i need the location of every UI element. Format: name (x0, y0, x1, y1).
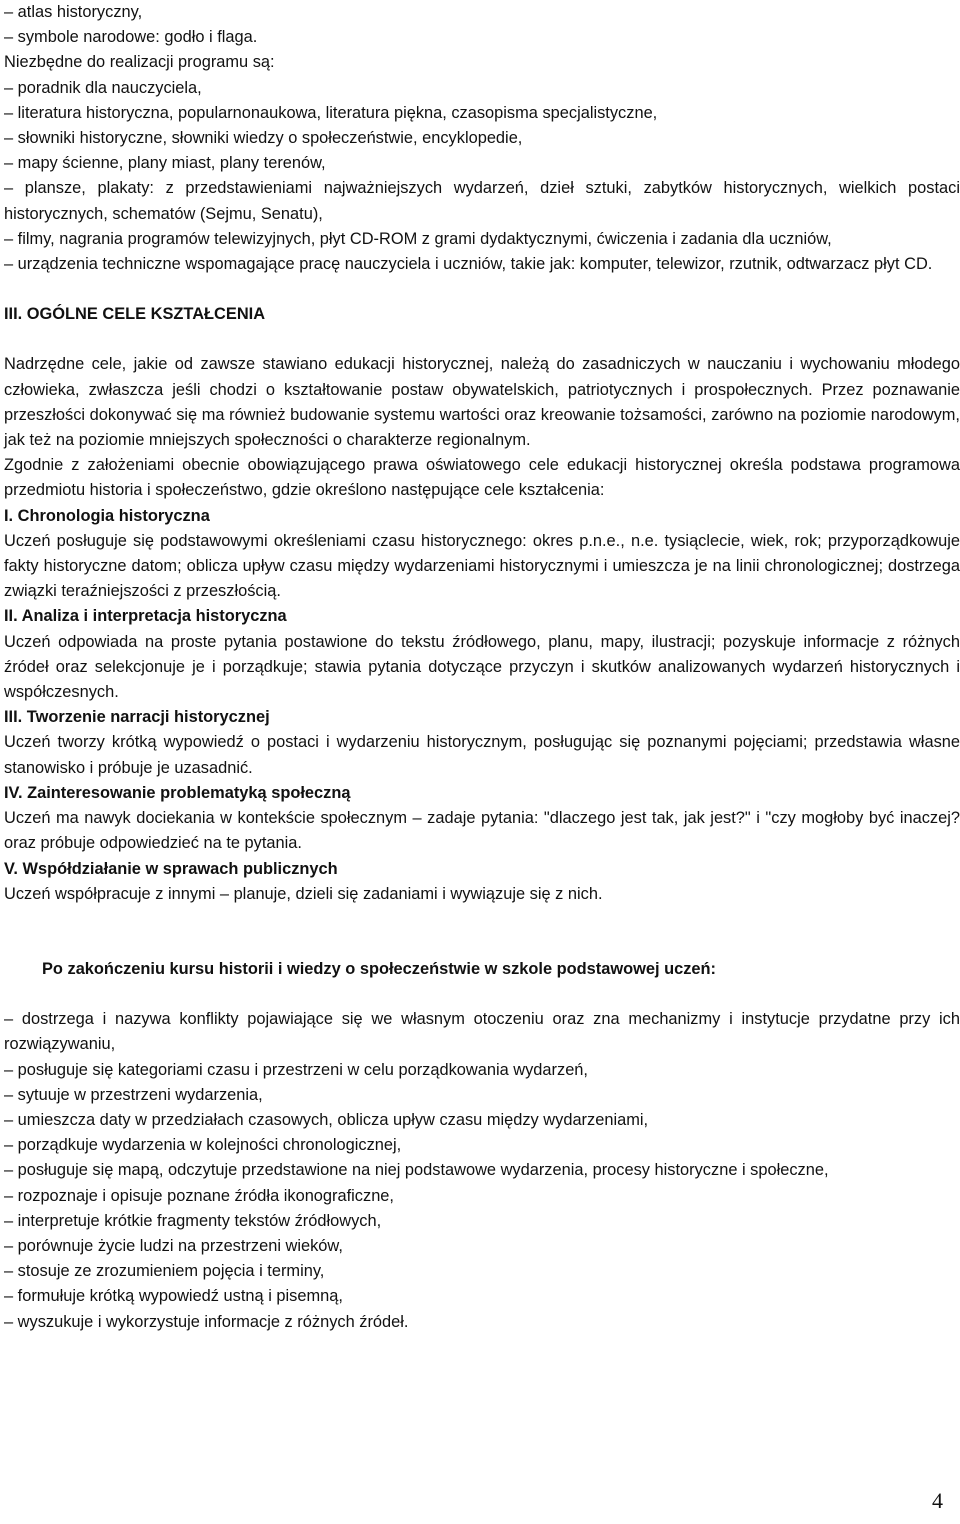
course-outcome: – wyszukuje i wykorzystuje informacje z różnych źródeł. (4, 1312, 409, 1331)
course-outcome: – porządkuje wydarzenia w kolejności chronologicznej, (4, 1136, 402, 1155)
intro-item-symbols: – symbole narodowe: godło i flaga. (4, 28, 258, 47)
goal-text: Uczeń współpracuje z innymi – planuje, dzieli się zadaniami i wywiązuje się z nich. (4, 884, 603, 903)
spacer (4, 327, 960, 352)
material-item: – słowniki historyczne, słowniki wiedzy o społeczeństwie, encyklopedie, (4, 129, 523, 148)
course-outcome: – formułuje krótką wypowiedź ustną i pisemną, (4, 1287, 343, 1306)
material-item: – poradnik dla nauczyciela, (4, 78, 202, 97)
section-paragraph: Nadrzędne cele, jakie od zawsze stawiano edukacji historycznej, należą do zasadniczych w nauczaniu i wychowaniu młodego człowieka, zwłaszcza jeśli chodzi o kształtowanie postaw obywatelskich, patriotycznych i prospołecznych. Przez poznawanie przeszłości dokonywać się ma również budowanie systemu wartości oraz kreowanie tożsamości, zarówno na poziomie narodowym, jak też na poziomie mniejszych społeczności o charakterze regionalnym. (4, 355, 960, 450)
course-outcome: – porównuje życie ludzi na przestrzeni wieków, (4, 1236, 343, 1255)
goal-text: Uczeń tworzy krótką wypowiedź o postaci i wydarzeniu historycznym, posługując się poznanymi pojęciami; przedstawia własne stanowisko i próbuje je uzasadnić. (4, 733, 960, 777)
section-title: III. OGÓLNE CELE KSZTAŁCENIA (4, 305, 266, 324)
spacer (4, 982, 960, 1007)
goal-heading: V. Współdziałanie w sprawach publicznych (4, 859, 338, 878)
material-item: – plansze, plakaty: z przedstawieniami najważniejszych wydarzeń, dzieł sztuki, zabytków historycznych, wielkich postaci historycznych, schematów (Sejmu, Senatu), (4, 179, 960, 223)
course-heading: Po zakończeniu kursu historii i wiedzy o społeczeństwie w szkole podstawowej uczeń: (42, 959, 716, 978)
section-paragraph: Zgodnie z założeniami obecnie obowiązującego prawa oświatowego cele edukacji historycznej określa podstawa programowa przedmiotu historia i społeczeństwo, gdzie określono następujące cele kształcenia: (4, 456, 960, 500)
course-outcome: – umieszcza daty w przedziałach czasowych, oblicza upływ czasu między wydarzeniami, (4, 1110, 649, 1129)
page-number: 4 (932, 1488, 943, 1513)
goal-text: Uczeń posługuje się podstawowymi określeniami czasu historycznego: okres p.n.e., n.e. tysiąclecie, wiek, rok; przyporządkowuje fakty historyczne datom; oblicza upływ czasu między wydarzeniami historycznymi i umieszcza je na linii chronologicznej; dostrzega związki teraźniejszości z przeszłością. (4, 531, 960, 601)
course-outcome: – rozpoznaje i opisuje poznane źródła ikonograficzne, (4, 1186, 394, 1205)
materials-intro: Niezbędne do realizacji programu są: (4, 53, 275, 72)
goal-text: Uczeń odpowiada na proste pytania postawione do tekstu źródłowego, planu, mapy, ilustracji; pozyskuje informacje z różnych źródeł oraz selekcjonuje je i porządkuje; stawia pytania dotyczące przyczyn i skutków analizowanych wydarzeń historycznych i współczesnych. (4, 632, 960, 702)
course-outcome: – interpretuje krótkie fragmenty tekstów źródłowych, (4, 1211, 382, 1230)
material-item: – literatura historyczna, popularnonaukowa, literatura piękna, czasopisma specjalistyczne, (4, 103, 658, 122)
spacer (4, 932, 960, 957)
course-outcome: – dostrzega i nazywa konflikty pojawiające się we własnym otoczeniu oraz zna mechanizmy i instytucje przydatne przy ich rozwiązywaniu, (4, 1010, 960, 1054)
course-outcome: – stosuje ze zrozumieniem pojęcia i terminy, (4, 1262, 325, 1281)
course-outcome: – sytuuje w przestrzeni wydarzenia, (4, 1085, 263, 1104)
spacer (4, 277, 960, 302)
material-item: – filmy, nagrania programów telewizyjnych, płyt CD-ROM z grami dydaktycznymi, ćwiczenia i zadania dla uczniów, (4, 229, 832, 248)
goal-heading: II. Analiza i interpretacja historyczna (4, 607, 287, 626)
goal-heading: III. Tworzenie narracji historycznej (4, 708, 270, 727)
material-item: – urządzenia techniczne wspomagające pracę nauczyciela i uczniów, takie jak: komputer, telewizor, rzutnik, odtwarzacz płyt CD. (4, 255, 933, 274)
spacer (4, 907, 960, 932)
goal-heading: I. Chronologia historyczna (4, 506, 210, 525)
material-item: – mapy ścienne, plany miast, plany terenów, (4, 154, 326, 173)
goal-heading: IV. Zainteresowanie problematyką społeczną (4, 783, 351, 802)
course-outcome: – posługuje się mapą, odczytuje przedstawione na niej podstawowe wydarzenia, procesy historyczne i społeczne, (4, 1161, 829, 1180)
intro-item-atlas: – atlas historyczny, (4, 3, 143, 21)
goal-text: Uczeń ma nawyk dociekania w kontekście społecznym – zadaje pytania: "dlaczego jest tak, jak jest?" i "czy mogłoby być inaczej? oraz próbuje odpowiedzieć na te pytania. (4, 809, 960, 853)
course-outcome: – posługuje się kategoriami czasu i przestrzeni w celu porządkowania wydarzeń, (4, 1060, 588, 1079)
document-page (4, 0, 960, 1335)
